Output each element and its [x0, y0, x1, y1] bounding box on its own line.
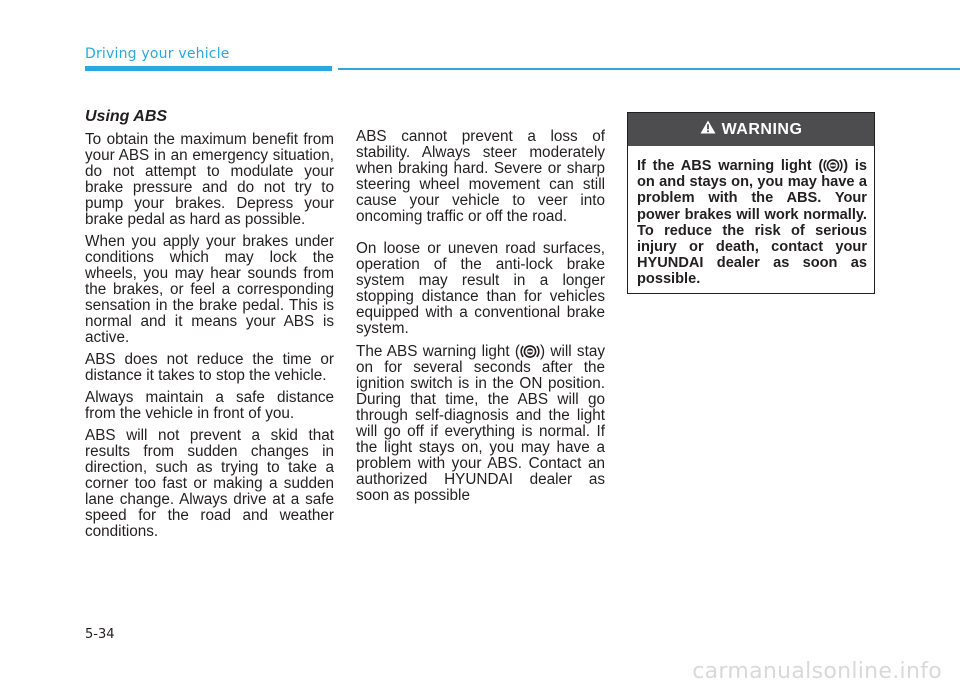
page-number: 5-34	[85, 627, 115, 642]
text-span: The ABS warning light (	[356, 343, 521, 360]
paragraph: To obtain the maximum benefit from your ABS in an emergency situation, do not attempt to modulate your brake pressure and do not try to pump your brakes. Depress your brake pedal as hard as possible.	[85, 131, 334, 228]
watermark: carmanualsonline.info	[692, 659, 942, 684]
paragraph: Always maintain a safe distance from the vehicle in front of you.	[85, 389, 334, 422]
paragraph: When you apply your brakes under conditions which may lock the wheels, you may hear sounds from the brakes, or feel a corresponding sensation in the brake pedal. This is normal and it means your ABS is active.	[85, 233, 334, 346]
header-rule-thin	[338, 68, 960, 70]
paragraph: On loose or uneven road surfaces, operation of the anti-lock brake system may result in a longer stopping distance than for vehicles equipped with a conventional brake system.	[356, 240, 605, 337]
warning-title: WARNING	[721, 120, 803, 138]
left-column	[85, 108, 334, 546]
paragraph-abs-light	[356, 343, 605, 504]
paragraph: ABS will not prevent a skid that results from sudden changes in direction, such as trying to take a corner too fast or making a sudden lane change. Always drive at a safe speed for the road and weather conditions.	[85, 427, 334, 540]
abs-warning-light-icon	[823, 157, 843, 174]
paragraph: ABS cannot prevent a loss of stability. Always steer moderately when braking hard. Severe or sharp steering wheel movement can still cause your vehicle to veer into oncoming traffic or off the road.	[356, 128, 605, 225]
warning-triangle-icon	[700, 120, 722, 139]
text-span: ) is on and stays on, you may have a problem with the ABS. Your power brakes will work normally. To reduce the risk of serious injury or death, contact your HYUNDAI dealer as soon as possible.	[637, 158, 867, 288]
section-title: Driving your vehicle	[85, 46, 230, 62]
header-rule-thick	[85, 66, 332, 71]
warning-header	[628, 113, 874, 146]
warning-box	[627, 112, 875, 294]
paragraph: ABS does not reduce the time or distance it takes to stop the vehicle.	[85, 351, 334, 384]
text-span: If the ABS warning light (	[637, 158, 824, 174]
section-heading: Using ABS	[85, 108, 168, 125]
text-span: ) will stay on for several seconds after the ignition switch is in the ON position. During that time, the ABS will go through self-diagnosis and the light will go off if everything is normal. If the light stays on, you may have a problem with your ABS. Contact an authorized HYUNDAI dealer as soon as possible	[356, 343, 605, 504]
warning-text	[628, 146, 874, 288]
middle-column	[356, 129, 605, 510]
abs-warning-light-icon	[520, 343, 540, 360]
